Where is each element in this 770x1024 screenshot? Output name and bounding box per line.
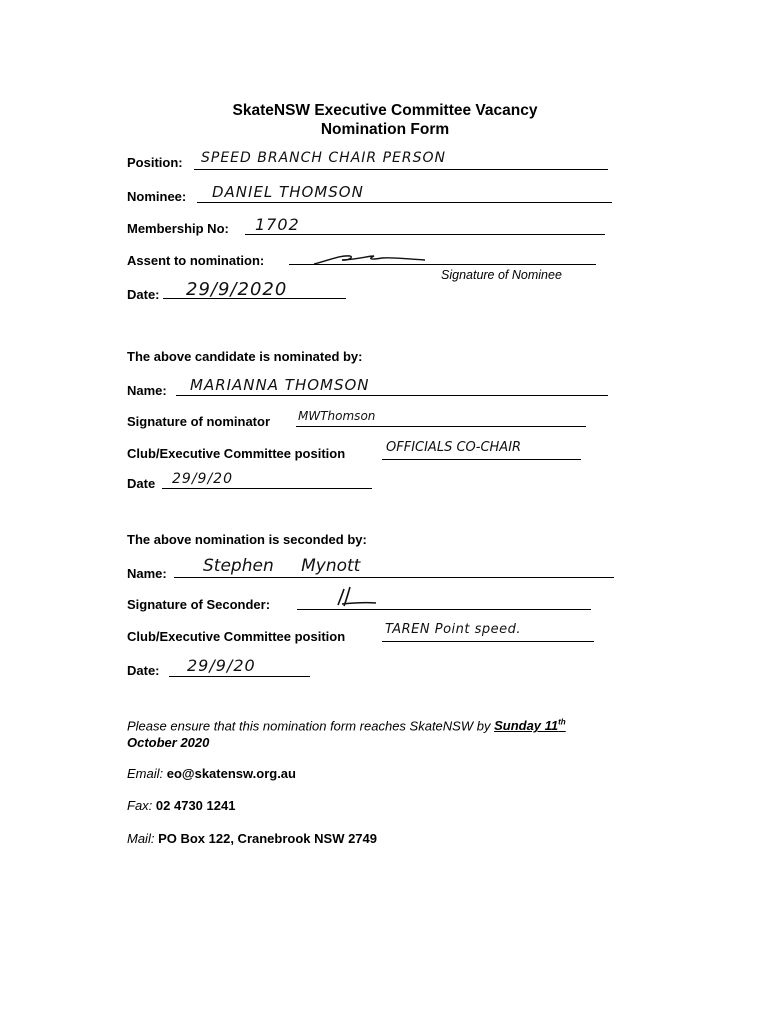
nominator-signature-line [296, 426, 586, 427]
nominee-field[interactable]: DANIEL THOMSON [212, 183, 364, 201]
mail-label: Mail: [127, 831, 155, 846]
seconder-name-label: Name: [127, 566, 167, 581]
date-field[interactable]: 29/9/2020 [186, 279, 288, 300]
seconder-heading: The above nomination is seconded by: [127, 532, 367, 547]
deadline-month: October 2020 [127, 735, 210, 750]
seconder-name-field[interactable]: Stephen Mynott [203, 556, 361, 576]
seconder-signature-label: Signature of Seconder: [127, 597, 271, 612]
nominee-label: Nominee: [127, 189, 187, 204]
seconder-date-label: Date: [127, 663, 160, 678]
nominator-position-line [382, 459, 581, 460]
mail-line [127, 831, 377, 846]
nominator-signature-label: Signature of nominator [127, 414, 270, 429]
deadline-day-text: Sunday 11 [494, 718, 559, 734]
membership-field[interactable]: 1702 [255, 215, 300, 234]
email-value[interactable]: eo@skatensw.org.au [166, 766, 296, 781]
nominee-field-line [197, 202, 612, 203]
membership-field-line [245, 234, 605, 235]
position-field[interactable]: SPEED BRANCH CHAIR PERSON [201, 150, 446, 166]
nominator-name-label: Name: [127, 383, 167, 398]
seconder-position-line [382, 641, 594, 642]
fax-label: Fax: [127, 798, 153, 813]
nominator-name-line [176, 395, 608, 396]
position-label: Position: [127, 155, 183, 170]
nominator-date-line [162, 488, 372, 489]
nominator-signature-field[interactable]: MWThomson [298, 409, 376, 423]
seconder-name-line [174, 577, 614, 578]
seconder-signature-image [336, 585, 380, 609]
deadline-text: Please ensure that this nomination form reaches SkateNSW by [127, 718, 495, 734]
signature-of-nominee-caption: Signature of Nominee [441, 268, 562, 282]
nominator-name-field[interactable]: MARIANNA THOMSON [190, 376, 370, 394]
fax-value: 02 4730 1241 [155, 798, 236, 813]
form-subtitle: Nomination Form [320, 121, 450, 138]
date-label: Date: [127, 287, 160, 302]
nominator-heading: The above candidate is nominated by: [127, 349, 363, 364]
seconder-position-field[interactable]: TAREN Point speed. [385, 622, 522, 637]
deadline-day [494, 718, 566, 733]
nominator-position-label: Club/Executive Committee position [127, 446, 346, 461]
seconder-signature-line [297, 609, 591, 610]
email-line [127, 766, 296, 781]
email-label: Email: [127, 766, 164, 781]
seconder-date-line [169, 676, 310, 677]
assent-label: Assent to nomination: [127, 253, 265, 268]
mail-value: PO Box 122, Cranebrook NSW 2749 [158, 831, 377, 846]
seconder-position-label: Club/Executive Committee position [127, 629, 346, 644]
deadline-note [127, 718, 566, 733]
fax-line [127, 798, 235, 813]
form-title: SkateNSW Executive Committee Vacancy [232, 102, 538, 119]
deadline-day-suffix: th [558, 718, 566, 727]
position-field-line [194, 169, 608, 170]
seconder-date-field[interactable]: 29/9/20 [187, 656, 256, 675]
membership-label: Membership No: [127, 221, 229, 236]
nominator-date-field[interactable]: 29/9/20 [172, 471, 233, 487]
nominee-signature-image [310, 250, 430, 268]
nominator-position-field[interactable]: OFFICIALS CO-CHAIR [386, 440, 522, 455]
nominator-date-label: Date [127, 476, 156, 491]
